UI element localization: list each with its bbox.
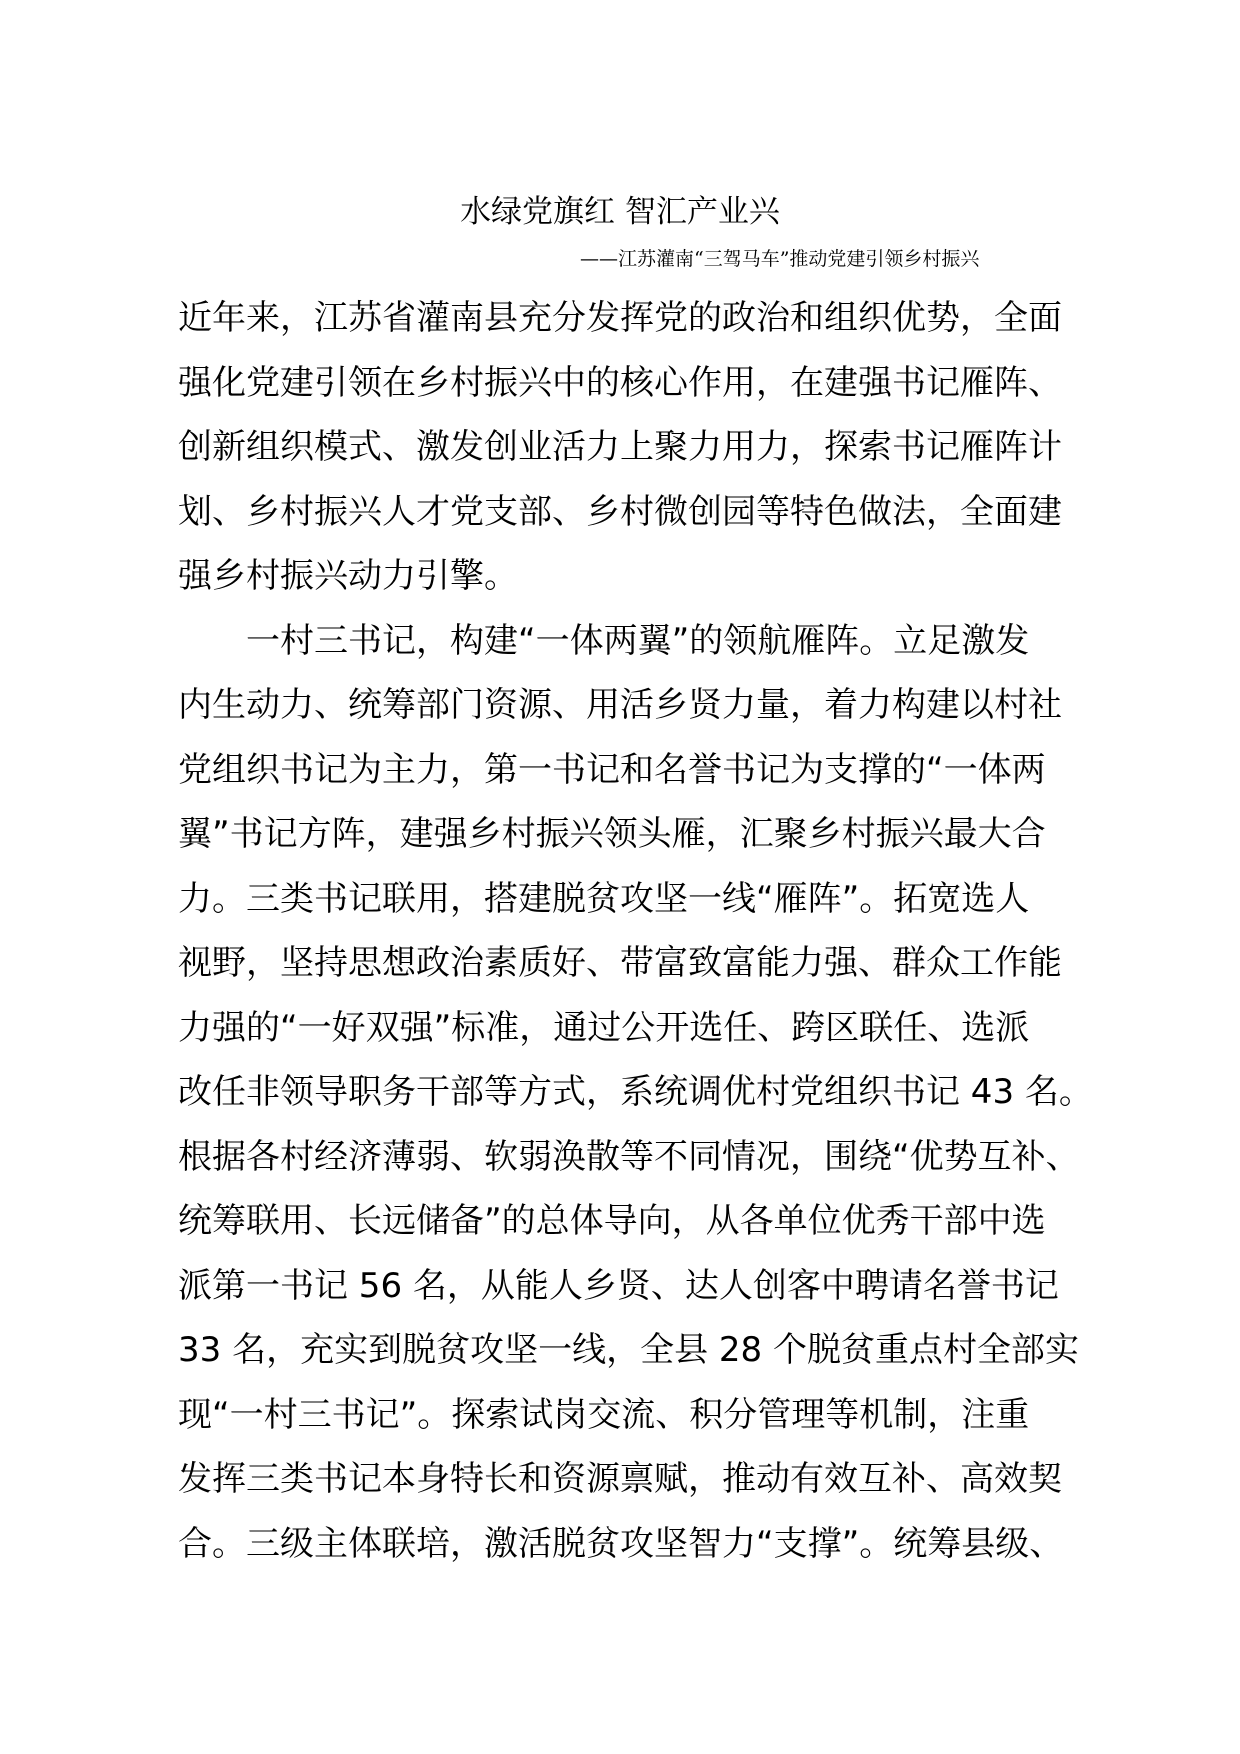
text-line: 强乡村振兴动力引擎。 [178,556,518,596]
document-body [178,286,1093,1576]
text-line: 强化党建引领在乡村振兴中的核心作用，在建强书记雁阵、 [178,362,1062,403]
text-line: 内生动力、统筹部门资源、用活乡贤力量，着力构建以村社 [178,685,1062,725]
text-line: 合。三级主体联培，激活脱贫攻坚智力“支撑”。统筹县级、 [178,1523,1064,1564]
text-line: 力强的“一好双强”标准，通过公开选任、跨区联任、选派 [178,1007,1030,1048]
text-line: 力。三类书记联用，搭建脱贫攻坚一线“雁阵”。拓宽选人 [178,878,1030,919]
text-line: 创新组织模式、激发创业活力上聚力用力，探索书记雁阵计 [178,427,1062,467]
text-line: 现“一村三书记”。探索试岗交流、积分管理等机制，注重 [178,1394,1030,1435]
text-line: 派第一书记 56 名，从能人乡贤、达人创客中聘请名誉书记 [178,1265,1059,1306]
text-line: 近年来，江苏省灌南县充分发挥党的政治和组织优势，全面 [178,298,1062,338]
text-line: 视野，坚持思想政治素质好、带富致富能力强、群众工作能 [178,943,1062,983]
text-line: 党组织书记为主力，第一书记和名誉书记为支撑的“一体两 [178,749,1046,790]
text-line: 改任非领导职务干部等方式，系统调优村党组织书记 43 名。 [178,1072,1093,1112]
paragraph-section-one [178,609,1093,1577]
document-subtitle: ——江苏灌南“三驾马车”推动党建引领乡村振兴 [580,248,980,270]
text-line: 根据各村经济薄弱、软弱涣散等不同情况，围绕“优势互补、 [178,1136,1080,1177]
text-line: 翼”书记方阵，建强乡村振兴领头雁，汇聚乡村振兴最大合 [178,814,1046,854]
text-line: 统筹联用、长远储备”的总体导向，从各单位优秀干部中选 [178,1201,1046,1241]
text-line: 一村三书记，构建“一体两翼”的领航雁阵。立足激发 [246,620,1030,661]
paragraph-intro [178,286,1078,609]
document-title: 水绿党旗红 智汇产业兴 [460,194,780,230]
text-line: 划、乡村振兴人才党支部、乡村微创园等特色做法，全面建 [178,491,1062,532]
text-line: 33 名，充实到脱贫攻坚一线，全县 28 个脱贫重点村全部实 [178,1330,1079,1370]
text-line: 发挥三类书记本身特长和资源禀赋，推动有效互补、高效契 [178,1459,1062,1499]
